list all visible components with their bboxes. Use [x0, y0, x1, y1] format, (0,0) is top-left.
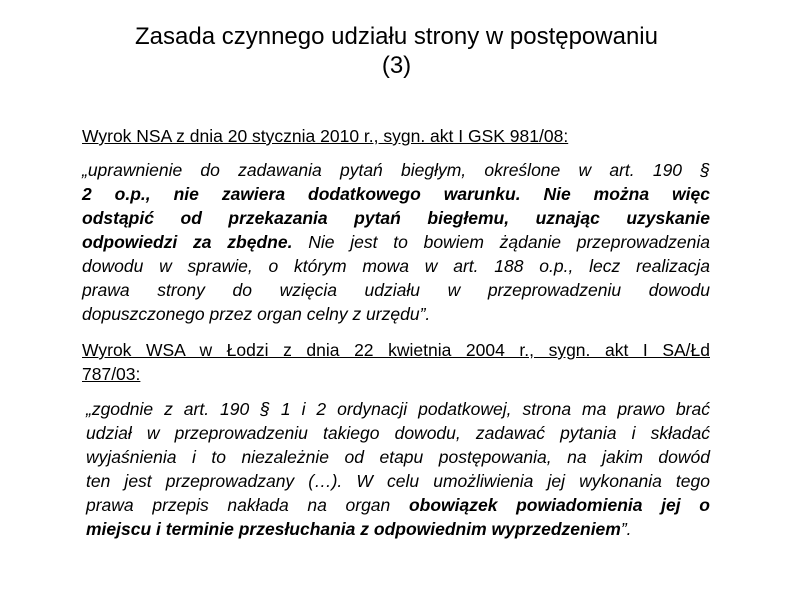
- reference-line: Wyrok WSA w Łodzi z dnia 22 kwietnia 2004 r., sygn. akt I SA/Łd: [82, 340, 710, 360]
- ruling-quote-wsa: [82, 397, 710, 541]
- quote-text: prawa strony do wzięcia udziału w przeprowadzeniu dowodu: [82, 280, 710, 300]
- quote-text: dowodu w sprawie, o którym mowa w art. 188 o.p., lecz realizacja: [82, 256, 710, 276]
- quote-text: dopuszczonego przez organ celny z urzędu”.: [82, 304, 431, 324]
- quote-line: [82, 206, 710, 230]
- quote-text: „zgodnie z art. 190 § 1 i 2 ordynacji podatkowej, strona ma prawo brać: [86, 399, 710, 419]
- slide-content: [82, 124, 710, 541]
- quote-text: ten jest przeprowadzany (…). W celu umożliwienia jej wykonania tego: [86, 471, 710, 491]
- quote-text: „uprawnienie do zadawania pytań biegłym, określone w art. 190 §: [82, 160, 710, 180]
- quote-text-bold: odpowiedzi za zbędne.: [82, 232, 293, 252]
- quote-line: [82, 230, 710, 254]
- quote-line: [86, 397, 710, 421]
- quote-line: [86, 445, 710, 469]
- reference-line: 787/03:: [82, 364, 141, 384]
- quote-line: [82, 158, 710, 182]
- quote-line: [86, 517, 710, 541]
- title-line-2: (3): [381, 52, 412, 79]
- quote-text: udział w przeprowadzeniu takiego dowodu, zadawać pytania i składać: [86, 423, 710, 443]
- quote-line: [82, 182, 710, 206]
- quote-text: wyjaśnienia i to niezależnie od etapu postępowania, na jakim dowód: [86, 447, 710, 467]
- quote-line: [86, 493, 710, 517]
- quote-line: [82, 254, 710, 278]
- title-line-1: Zasada czynnego udziału strony w postępowaniu: [135, 23, 658, 50]
- quote-text-bold: 2 o.p., nie zawiera dodatkowego warunku. Nie można więc: [82, 184, 710, 204]
- quote-line: [86, 421, 710, 445]
- quote-text-bold: miejscu i terminie przesłuchania z odpowiednim wyprzedzeniem: [86, 519, 621, 539]
- quote-text: Nie jest to bowiem żądanie przeprowadzenia: [292, 232, 710, 252]
- quote-text-bold: obowiązek powiadomienia jej o: [408, 495, 710, 515]
- ruling-reference-wsa: [82, 338, 710, 386]
- ruling-reference-nsa: Wyrok NSA z dnia 20 stycznia 2010 r., sygn. akt I GSK 981/08:: [82, 126, 569, 146]
- page-title: [40, 22, 753, 80]
- quote-line: [86, 469, 710, 493]
- quote-line: [82, 302, 710, 326]
- quote-text: ”.: [620, 519, 632, 539]
- quote-line: [82, 278, 710, 302]
- quote-text: prawa przepis nakłada na organ: [86, 495, 409, 515]
- ruling-quote-nsa: [82, 158, 710, 326]
- quote-text-bold: odstąpić od przekazania pytań biegłemu, uznając uzyskanie: [82, 208, 710, 228]
